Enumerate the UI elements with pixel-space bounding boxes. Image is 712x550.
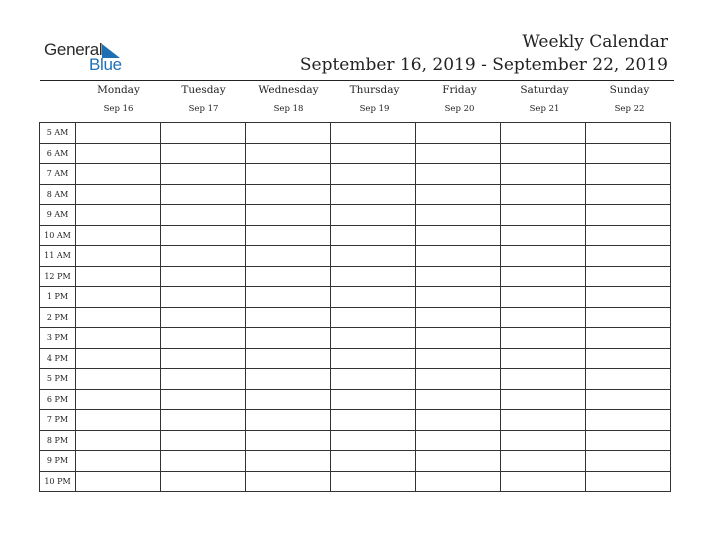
time-slot-cell[interactable] xyxy=(416,410,501,431)
time-slot-cell[interactable] xyxy=(331,184,416,205)
time-row xyxy=(40,123,671,144)
time-slot-cell[interactable] xyxy=(161,246,246,267)
time-slot-cell[interactable] xyxy=(76,164,161,185)
time-slot-cell[interactable] xyxy=(331,164,416,185)
time-slot-cell[interactable] xyxy=(331,123,416,144)
time-slot-cell[interactable] xyxy=(586,164,671,185)
day-header-friday xyxy=(417,84,502,115)
logo-text-general: General xyxy=(44,40,103,59)
time-row xyxy=(40,184,671,205)
time-label: 7 AM xyxy=(40,164,76,185)
day-name: Wednesday xyxy=(258,84,319,96)
time-slot-cell[interactable] xyxy=(246,451,331,472)
time-slot-cell[interactable] xyxy=(416,369,501,390)
time-slot-cell[interactable] xyxy=(416,328,501,349)
time-row xyxy=(40,266,671,287)
time-slot-cell[interactable] xyxy=(76,471,161,492)
time-slot-cell[interactable] xyxy=(501,348,586,369)
day-header-sunday xyxy=(587,84,672,115)
time-slot-cell[interactable] xyxy=(161,225,246,246)
time-slot-cell[interactable] xyxy=(246,328,331,349)
time-slot-cell[interactable] xyxy=(416,287,501,308)
day-header-saturday xyxy=(502,84,587,115)
time-slot-cell[interactable] xyxy=(76,307,161,328)
time-slot-cell[interactable] xyxy=(586,205,671,226)
time-slot-cell[interactable] xyxy=(161,430,246,451)
time-slot-cell[interactable] xyxy=(586,451,671,472)
time-slot-cell[interactable] xyxy=(331,430,416,451)
time-slot-cell[interactable] xyxy=(501,430,586,451)
day-date: Sep 19 xyxy=(359,104,390,114)
time-label: 5 PM xyxy=(40,369,76,390)
time-slot-cell[interactable] xyxy=(501,246,586,267)
day-date: Sep 20 xyxy=(444,104,475,114)
day-header-thursday xyxy=(332,84,417,115)
time-row xyxy=(40,164,671,185)
time-row xyxy=(40,205,671,226)
time-slot-cell[interactable] xyxy=(586,287,671,308)
time-slot-cell[interactable] xyxy=(246,225,331,246)
day-date: Sep 22 xyxy=(614,104,645,114)
time-label: 11 AM xyxy=(40,246,76,267)
time-slot-cell[interactable] xyxy=(501,266,586,287)
day-date: Sep 16 xyxy=(103,104,134,114)
time-slot-cell[interactable] xyxy=(586,348,671,369)
day-header-monday xyxy=(76,84,161,115)
time-slot-cell[interactable] xyxy=(416,451,501,472)
time-slot-cell[interactable] xyxy=(76,348,161,369)
day-date: Sep 17 xyxy=(188,104,219,114)
time-slot-cell[interactable] xyxy=(586,184,671,205)
time-slot-cell[interactable] xyxy=(246,430,331,451)
time-label: 8 AM xyxy=(40,184,76,205)
time-slot-cell[interactable] xyxy=(76,266,161,287)
time-slot-cell[interactable] xyxy=(246,410,331,431)
time-slot-cell[interactable] xyxy=(331,287,416,308)
time-slot-cell[interactable] xyxy=(331,328,416,349)
time-slot-cell[interactable] xyxy=(246,143,331,164)
time-slot-cell[interactable] xyxy=(331,266,416,287)
time-slot-cell[interactable] xyxy=(246,123,331,144)
time-slot-cell[interactable] xyxy=(416,164,501,185)
time-slot-cell[interactable] xyxy=(501,143,586,164)
time-slot-cell[interactable] xyxy=(76,225,161,246)
time-slot-cell[interactable] xyxy=(76,246,161,267)
time-slot-cell[interactable] xyxy=(161,287,246,308)
time-slot-cell[interactable] xyxy=(586,410,671,431)
time-slot-cell[interactable] xyxy=(76,451,161,472)
schedule-grid xyxy=(39,122,671,492)
time-slot-cell[interactable] xyxy=(161,328,246,349)
time-slot-cell[interactable] xyxy=(76,205,161,226)
time-slot-cell[interactable] xyxy=(331,471,416,492)
time-slot-cell[interactable] xyxy=(161,410,246,431)
time-slot-cell[interactable] xyxy=(76,369,161,390)
time-slot-cell[interactable] xyxy=(501,369,586,390)
time-row xyxy=(40,410,671,431)
time-slot-cell[interactable] xyxy=(501,471,586,492)
time-slot-cell[interactable] xyxy=(501,451,586,472)
time-slot-cell[interactable] xyxy=(501,389,586,410)
time-label: 6 AM xyxy=(40,143,76,164)
time-slot-cell[interactable] xyxy=(331,143,416,164)
time-slot-cell[interactable] xyxy=(416,389,501,410)
time-slot-cell[interactable] xyxy=(331,389,416,410)
time-slot-cell[interactable] xyxy=(501,307,586,328)
time-slot-cell[interactable] xyxy=(331,225,416,246)
time-slot-cell[interactable] xyxy=(416,123,501,144)
time-label: 2 PM xyxy=(40,307,76,328)
day-date: Sep 21 xyxy=(529,104,560,114)
time-slot-cell[interactable] xyxy=(246,205,331,226)
time-slot-cell[interactable] xyxy=(586,123,671,144)
time-slot-cell[interactable] xyxy=(76,123,161,144)
time-slot-cell[interactable] xyxy=(161,389,246,410)
day-header-wednesday xyxy=(246,84,331,115)
time-slot-cell[interactable] xyxy=(586,430,671,451)
time-slot-cell[interactable] xyxy=(501,225,586,246)
time-slot-cell[interactable] xyxy=(501,287,586,308)
time-row xyxy=(40,225,671,246)
time-row xyxy=(40,471,671,492)
time-row xyxy=(40,348,671,369)
time-slot-cell[interactable] xyxy=(586,389,671,410)
time-slot-cell[interactable] xyxy=(331,369,416,390)
time-slot-cell[interactable] xyxy=(246,389,331,410)
time-slot-cell[interactable] xyxy=(416,205,501,226)
time-slot-cell[interactable] xyxy=(586,369,671,390)
time-row xyxy=(40,430,671,451)
time-row xyxy=(40,369,671,390)
time-label: 10 PM xyxy=(40,471,76,492)
time-label: 1 PM xyxy=(40,287,76,308)
time-slot-cell[interactable] xyxy=(331,451,416,472)
generalblue-logo xyxy=(44,40,134,74)
time-row xyxy=(40,389,671,410)
day-name: Monday xyxy=(97,84,140,96)
time-slot-cell[interactable] xyxy=(501,205,586,226)
time-slot-cell[interactable] xyxy=(161,266,246,287)
time-slot-cell[interactable] xyxy=(246,246,331,267)
date-range: September 16, 2019 - September 22, 2019 xyxy=(299,55,668,75)
time-slot-cell[interactable] xyxy=(501,164,586,185)
time-row xyxy=(40,246,671,267)
time-slot-cell[interactable] xyxy=(416,430,501,451)
day-name: Friday xyxy=(442,84,477,96)
time-slot-cell[interactable] xyxy=(331,307,416,328)
time-slot-cell[interactable] xyxy=(76,430,161,451)
time-slot-cell[interactable] xyxy=(331,205,416,226)
time-slot-cell[interactable] xyxy=(246,307,331,328)
time-slot-cell[interactable] xyxy=(586,328,671,349)
time-slot-cell[interactable] xyxy=(76,143,161,164)
time-slot-cell[interactable] xyxy=(416,348,501,369)
time-slot-cell[interactable] xyxy=(246,369,331,390)
time-label: 5 AM xyxy=(40,123,76,144)
time-slot-cell[interactable] xyxy=(161,164,246,185)
time-slot-cell[interactable] xyxy=(76,287,161,308)
day-name: Saturday xyxy=(520,84,569,96)
time-row xyxy=(40,287,671,308)
time-slot-cell[interactable] xyxy=(501,123,586,144)
time-slot-cell[interactable] xyxy=(161,143,246,164)
day-header-tuesday xyxy=(161,84,246,115)
time-slot-cell[interactable] xyxy=(586,266,671,287)
time-slot-cell[interactable] xyxy=(76,328,161,349)
time-label: 3 PM xyxy=(40,328,76,349)
time-slot-cell[interactable] xyxy=(161,205,246,226)
time-row xyxy=(40,328,671,349)
time-slot-cell[interactable] xyxy=(416,307,501,328)
time-slot-cell[interactable] xyxy=(586,471,671,492)
day-name: Tuesday xyxy=(181,84,226,96)
time-slot-cell[interactable] xyxy=(416,471,501,492)
header-divider xyxy=(40,80,674,81)
time-label: 12 PM xyxy=(40,266,76,287)
time-slot-cell[interactable] xyxy=(416,266,501,287)
day-name: Sunday xyxy=(609,84,650,96)
time-slot-cell[interactable] xyxy=(586,246,671,267)
time-slot-cell[interactable] xyxy=(246,164,331,185)
time-slot-cell[interactable] xyxy=(161,348,246,369)
time-slot-cell[interactable] xyxy=(246,287,331,308)
time-slot-cell[interactable] xyxy=(161,123,246,144)
time-slot-cell[interactable] xyxy=(416,225,501,246)
time-slot-cell[interactable] xyxy=(331,246,416,267)
time-label: 9 AM xyxy=(40,205,76,226)
time-label: 10 AM xyxy=(40,225,76,246)
time-slot-cell[interactable] xyxy=(501,328,586,349)
time-slot-cell[interactable] xyxy=(161,369,246,390)
time-slot-cell[interactable] xyxy=(586,225,671,246)
time-slot-cell[interactable] xyxy=(586,307,671,328)
time-slot-cell[interactable] xyxy=(416,246,501,267)
time-label: 6 PM xyxy=(40,389,76,410)
time-slot-cell[interactable] xyxy=(161,451,246,472)
time-slot-cell[interactable] xyxy=(331,348,416,369)
day-date: Sep 18 xyxy=(273,104,304,114)
time-slot-cell[interactable] xyxy=(246,348,331,369)
time-slot-cell[interactable] xyxy=(76,410,161,431)
time-slot-cell[interactable] xyxy=(76,184,161,205)
time-slot-cell[interactable] xyxy=(501,184,586,205)
time-slot-cell[interactable] xyxy=(586,143,671,164)
time-label: 4 PM xyxy=(40,348,76,369)
time-label: 8 PM xyxy=(40,430,76,451)
time-slot-cell[interactable] xyxy=(246,266,331,287)
time-slot-cell[interactable] xyxy=(501,410,586,431)
time-slot-cell[interactable] xyxy=(416,143,501,164)
time-label: 7 PM xyxy=(40,410,76,431)
schedule-grid-body xyxy=(40,123,671,492)
time-slot-cell[interactable] xyxy=(76,389,161,410)
day-name: Thursday xyxy=(349,84,400,96)
logo-text-blue: Blue xyxy=(89,55,122,74)
time-row xyxy=(40,307,671,328)
time-slot-cell[interactable] xyxy=(246,471,331,492)
time-slot-cell[interactable] xyxy=(246,184,331,205)
time-label: 9 PM xyxy=(40,451,76,472)
time-row xyxy=(40,143,671,164)
time-slot-cell[interactable] xyxy=(161,471,246,492)
time-slot-cell[interactable] xyxy=(416,184,501,205)
time-slot-cell[interactable] xyxy=(331,410,416,431)
page-title: Weekly Calendar xyxy=(522,32,668,52)
time-slot-cell[interactable] xyxy=(161,307,246,328)
time-slot-cell[interactable] xyxy=(161,184,246,205)
time-row xyxy=(40,451,671,472)
